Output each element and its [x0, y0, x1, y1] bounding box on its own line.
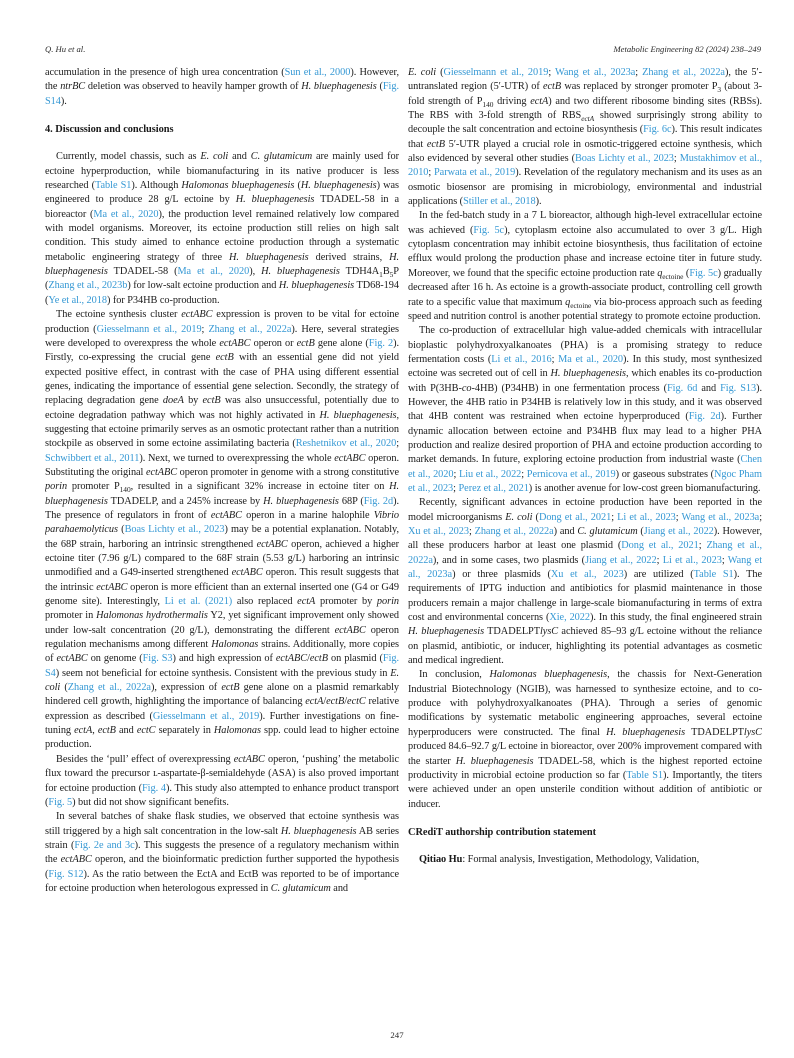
italic-text: Halomonas bluephagenesis	[181, 180, 295, 192]
text-run: ), cytoplasm ectoine also accumulated to over 3 g/L. High cytoplasm concentration may inhibit ectoine biosynthesis, thus facilitation of ectoine efflux would prolong the production phase and increase ectoine titer in future study. Moreover, we found that the specific ectoine production rate	[408, 224, 762, 279]
italic-text: H. bluephagenesis	[45, 481, 399, 507]
citation-link[interactable]: Wang et al., 2023a	[555, 67, 636, 78]
text-run: In conclusion,	[419, 669, 490, 681]
text-run: ectoine	[570, 300, 592, 310]
text-run: ) and two different ribosome binding sites (RBSs). The RBS with 3-fold strength of RBS	[408, 95, 762, 122]
italic-text: ectB	[202, 395, 221, 407]
citation-link[interactable]: Liu et al., 2022	[458, 468, 522, 480]
italic-text: lysC	[743, 726, 762, 738]
text-run: separately in	[155, 725, 214, 737]
text-run: operon regulation mechanisms among different	[45, 624, 399, 651]
text-run: ;	[453, 468, 459, 480]
text-run: ectoine	[662, 271, 684, 281]
text-run: ;	[673, 153, 680, 165]
citation-link[interactable]: Chen et al., 2020	[408, 454, 762, 480]
text-run: showed surprisingly strong ability to decouple the salt concentration and ectoine biosynthesis (	[408, 110, 762, 136]
text-run: In several batches of shake flask studies, we observed that ectoine synthesis was still triggered by a high salt concentration in the low-salt	[45, 811, 399, 837]
text-run: and	[228, 151, 251, 163]
citation-link[interactable]: Schwibbert et al., 2011	[45, 452, 140, 464]
italic-text: ectB	[215, 352, 234, 364]
italic-text: doeA	[162, 395, 184, 407]
text-run: ). Further dynamic allocation between ectoine and P34HB flux may lead to a higher PHA production and realize desired proportion of PHA and ectoine production according to market demands. In future, exploring ectoine production from industrial waste (	[408, 411, 762, 466]
text-run: ), and in some cases, two plasmids (	[432, 554, 586, 566]
italic-text: ectABC	[96, 581, 128, 593]
italic-text: Halomonas	[213, 725, 261, 737]
citation-link[interactable]: Wang et al., 2023a	[408, 554, 762, 581]
text-run: promoter in	[45, 610, 97, 622]
text-run: /	[307, 653, 310, 665]
text-run: ). As the ratio between the EctA and EctB was reported to be of importance for ectoine production when heterologous expressed in	[45, 868, 399, 894]
text-run: ), the production level remained relatively low compared with model organisms. Moreover, its ectoine production still relies on high salt condition. This study aimed to enhance ectoine production through a systematic metabolic engineering strategy of three	[45, 208, 399, 263]
text-run: operon promoter in genome with a strong constitutive	[177, 466, 399, 478]
text-run: spp. could lead to higher ectoine production.	[45, 725, 399, 751]
italic-text: E. coli	[408, 67, 437, 78]
citation-link[interactable]: Li et al., 2023	[617, 511, 676, 523]
left-column	[45, 66, 399, 1018]
text-run: also replaced	[232, 596, 298, 608]
italic-text: ectA	[305, 696, 324, 708]
text-run: ). This study also attempted to enhance product transport (	[45, 782, 399, 808]
text-run: expression is proven to be vital for ectoine production (	[45, 309, 400, 335]
italic-text: ectA	[530, 95, 549, 107]
text-run: Besides the ‘pull’ effect of overexpressing	[56, 753, 234, 765]
citation-link[interactable]: Li et al. (2021)	[164, 596, 233, 608]
citation-link[interactable]: Zhang et al., 2022a	[208, 323, 292, 335]
italic-text: E. coli	[200, 151, 229, 163]
citation-link[interactable]: Fig. S14	[45, 81, 399, 107]
italic-text: Halomonas	[211, 639, 259, 651]
text-run: The co-production of extracellular high value-added chemicals with intracellular bioplastic polyhydroxyalkanoates (PHA) is a promising strategy to reduce fermentation costs (	[408, 325, 762, 365]
italic-text: H. bluephagenesis	[550, 368, 626, 380]
text-run: ). Revelation of the regulatory mechanism and its uses as an osmotic biosensor are promising in microbiology, environmental and industrial applications (	[408, 167, 762, 208]
italic-text: H. bluephagenesis	[261, 266, 340, 278]
text-run: TDADELPT	[685, 726, 744, 738]
page-number: 247	[390, 1030, 404, 1040]
italic-text: ectABC	[334, 452, 366, 464]
text-run: ). However, the	[45, 67, 399, 93]
text-run: was replaced by stronger promoter P	[561, 81, 718, 93]
text-run: ). The requirements of IPTG induction and antibiotics for plasmid maintenance in those producers remain a major challenge in large-scale biomanufacturing in terms of extra cost and environmental concerns (	[408, 569, 762, 624]
text-run: TDADEL-58 (	[107, 266, 178, 278]
text-run: Currently, model chassis, such as	[56, 151, 201, 163]
text-run: ;	[468, 526, 475, 537]
text-run: ), expression of	[150, 682, 222, 694]
italic-text: ectABC	[334, 624, 366, 636]
text-run: ). In this study, the final engineered strain	[589, 612, 762, 624]
text-run: TDADEL-58 in a bioreactor (	[45, 194, 399, 220]
text-run: (	[294, 180, 301, 192]
text-run: ), the 5′-untranslated region (5′-UTR) of	[408, 67, 762, 93]
text-run: and	[115, 725, 137, 737]
text-run: In the fed-batch study in a 7 L bioreactor, although high-level extracellular ectoine was achieved (	[408, 210, 762, 236]
citation-link[interactable]: Ma et al., 2020	[177, 266, 250, 278]
text-run: TD68-194 (	[45, 280, 399, 306]
text-run: ). Here, several strategies were developed to overexpress the whole	[45, 323, 399, 349]
italic-text: H. bluephagenesis	[278, 280, 355, 292]
text-run: ) or gaseous substrates (	[615, 468, 714, 480]
text-run: , which enables its co-production with P(3HB-	[408, 368, 762, 394]
running-header	[45, 44, 761, 54]
text-run: (	[376, 81, 383, 93]
text-run: , suggesting that ectoine primarily serves as an osmotic protectant rather than a nutrition stockpile as observed in some ectoine assimilating bacteria (	[45, 409, 399, 450]
italic-text: Vibrio parahaemolyticus	[45, 509, 399, 536]
italic-text: ectA	[297, 596, 316, 608]
citation-link[interactable]: Jiang et al., 2022	[585, 554, 657, 566]
italic-text: ectABC	[256, 538, 288, 550]
paragraph	[408, 668, 762, 811]
text-run: ;	[453, 482, 459, 494]
text-run: ) or three plasmids (	[452, 569, 551, 581]
citation-link[interactable]: Fig. S13	[720, 382, 757, 394]
citation-link[interactable]: Fig. 2e and 3c	[74, 839, 135, 851]
text-run: ) and	[553, 526, 578, 537]
citation-link[interactable]: Fig. 6c	[643, 124, 672, 136]
text-run: ;	[675, 511, 682, 523]
citation-link[interactable]: Xie, 2022	[549, 612, 590, 624]
italic-text: ectB	[296, 337, 315, 349]
text-run: operon. Substituting the original	[45, 452, 399, 478]
citation-link[interactable]: Ngoc Pham et al., 2023	[408, 468, 762, 494]
citation-link[interactable]: Wang et al., 2023a	[681, 511, 760, 523]
right-column	[408, 66, 762, 1018]
text-run: ). This result indicates that	[408, 124, 762, 150]
citation-link[interactable]: Zhang et al., 2022a	[408, 540, 762, 566]
text-run: ;	[551, 353, 559, 365]
citation-link[interactable]: Perez et al., 2021	[458, 482, 529, 494]
citation-link[interactable]: Table S1	[626, 769, 663, 781]
text-run: driving	[493, 95, 531, 107]
citation-link[interactable]: Zhang et al., 2022a	[474, 526, 554, 537]
citation-link[interactable]: Li et al., 2016	[491, 353, 552, 365]
citation-link[interactable]: Fig. 5	[48, 796, 73, 808]
text-run: ) seem not beneficial for ectoine synthesis. Consistent with the previous study in	[55, 667, 391, 679]
text-run: B	[382, 266, 390, 278]
text-run: ectA	[581, 114, 595, 124]
text-run: ). Next, we turned to overexpressing the whole	[139, 452, 335, 464]
text-run: via bio-process approach such as feeding speed and nutrition control is another potential strategy to promote ectoine production.	[408, 296, 762, 322]
text-run: operon, ‘pushing’ the metabolic flux toward the precursor ʟ-aspartate-β-semialdehyde (ASA) is also proved important for ectoine production (	[45, 753, 400, 794]
text-run: deletion was observed to heavily hamper growth of	[85, 81, 302, 93]
paragraph	[408, 324, 762, 496]
citation-link[interactable]: Ye et al., 2018	[48, 294, 107, 306]
paragraph	[408, 66, 762, 209]
citation-link[interactable]: Dong et al., 2021	[621, 540, 699, 552]
text-run: relative expression as described (	[45, 696, 400, 722]
citation-link[interactable]: Dong et al., 2021	[538, 511, 612, 523]
italic-text: E. coli	[505, 511, 533, 523]
text-run: ;	[611, 511, 618, 523]
text-run: ) and high expression of	[172, 653, 276, 665]
citation-link[interactable]: Zhang et al., 2023b	[48, 280, 128, 292]
text-run: 1	[379, 270, 383, 280]
italic-text: Halomonas hydrothermalis	[96, 610, 208, 622]
text-run: promoter by	[315, 596, 377, 608]
citation-link[interactable]: Mustakhimov et al., 2010	[408, 153, 762, 179]
text-run: operon is more efficient than an external inserted one (G4 or G49 genome site). Interestingly,	[45, 581, 400, 608]
citation-link[interactable]: Fig. S12	[48, 868, 84, 880]
citation-link[interactable]: Fig. 5c	[689, 267, 718, 279]
text-run: ;	[428, 167, 434, 179]
italic-text: H. bluephagenesis	[606, 726, 686, 738]
text-run: ). The presence of regulators in front of	[45, 495, 399, 521]
text-run: TDADELP, and a 245% increase by	[107, 495, 264, 507]
citation-link[interactable]: Jiang et al., 2022	[643, 526, 714, 537]
text-run: TDH4A	[339, 266, 380, 278]
italic-text: ectB	[221, 682, 240, 694]
text-run: ) may be a potential explanation. Notably, the 68P strain, harboring an intrinsic strengthened	[45, 524, 399, 550]
citation-link[interactable]: Li et al., 2023	[662, 554, 722, 566]
text-run: ;	[635, 67, 643, 78]
paragraph	[408, 853, 762, 867]
citation-link[interactable]: Fig. 2	[368, 337, 394, 349]
italic-text: ectABC	[56, 653, 88, 665]
text-run: /	[344, 696, 348, 708]
text-run: TDADELPT	[484, 626, 540, 638]
citation-link[interactable]: Table S1	[95, 180, 132, 192]
section-heading: CRediT authorship contribution statement	[408, 826, 597, 838]
running-journal-title: Metabolic Engineering 82 (2024) 238–249	[613, 44, 761, 54]
text-run: by	[183, 395, 203, 407]
text-run: ). Importantly, the titers were achieved under an open unsterile condition without addition of antibiotic or inducer.	[408, 769, 762, 810]
text-run: and	[330, 882, 349, 894]
italic-text: ectB	[543, 81, 562, 93]
text-run: ). Although	[131, 180, 182, 192]
bold-text: Qitiao Hu	[419, 854, 463, 866]
italic-text: ectA	[74, 725, 93, 737]
text-run: with an essential gene did not yield expected positive effect, in contrast with the case of PHA using different essential genes, indicating the importance of essential gene selection. Secondly, the strategy of replacing degradation gene	[45, 352, 399, 407]
citation-link[interactable]: Giesselmann et al., 2019	[96, 323, 202, 335]
text-run: 140	[482, 99, 494, 109]
citation-link[interactable]: Xu et al., 2023	[408, 526, 469, 537]
text-run: ;	[759, 511, 762, 523]
italic-text: ntrBC	[60, 81, 86, 93]
text-run: gene alone on a plasmid remarkably hindered cell growth, highlighting the importance of balancing	[45, 682, 400, 708]
text-run: Y2, yet significant improvement only showed under low-salt concentration (20 g/L), demonstrating the different	[45, 610, 399, 636]
text-run: operon. This result suggests that the intrinsic	[45, 567, 399, 593]
paragraph	[45, 150, 399, 308]
page-body	[45, 66, 762, 1018]
text-run: TDADEL-58, which is the highest reported ectoine productivity in microbial ectoine production so far (	[408, 755, 762, 781]
text-run: , the chassis for Next-Generation Industrial Biotechnology (NGIB), was harnessed to synthesize ectoine, and to co-produce with polyhydroxyalkanoates (PHA). Through a series of genomic modifications by systematic metabolic engineering approaches, several ectoine hyperproducers were constructed. The final	[408, 669, 762, 738]
text-run: (	[683, 267, 690, 279]
italic-text: ectABC	[275, 653, 308, 665]
text-run: ).	[535, 196, 542, 208]
text-run: ). In this study, most synthesized ectoine was secreted out of cell in	[408, 353, 762, 380]
citation-link[interactable]: Fig. 2d	[688, 411, 721, 423]
citation-link[interactable]: Table S1	[693, 569, 734, 581]
citation-link[interactable]: Boas Lichty et al., 2023	[574, 153, 674, 165]
text-run: are mainly used for ectoine hyperproduction, while biomanufacturing in its native producer is less researched (	[45, 151, 399, 192]
page-footer	[0, 1030, 794, 1040]
text-run: 68P (	[338, 495, 364, 507]
italic-text: H. bluephagenesis	[45, 251, 400, 278]
text-run: ). However, the 4HB ratio in P34HB is relatively low in this study, and it was observed that 4HB content was restrained when ectoine hyperproduced (	[408, 382, 762, 423]
text-run: promoter P	[67, 481, 120, 493]
italic-text: H. bluephagenesis	[301, 81, 377, 93]
text-run: (	[436, 67, 444, 78]
text-run: 3	[717, 85, 722, 95]
paragraph	[45, 753, 399, 810]
text-run: ).	[60, 95, 67, 107]
text-run: 140	[119, 485, 131, 495]
italic-text: q	[565, 296, 571, 308]
text-run: ) but did not show significant benefits.	[72, 796, 229, 808]
italic-text: ectB	[309, 653, 328, 665]
citation-link[interactable]: Fig. 5c	[473, 224, 505, 236]
text-run: AB series strain (	[45, 825, 399, 851]
text-run: and	[697, 382, 721, 394]
text-run: (	[117, 524, 125, 536]
text-run: ;	[201, 323, 209, 335]
text-run: ). Further investigations on fine-tuning	[45, 710, 399, 737]
text-run: accumulation in the presence of high urea concentration (	[45, 67, 285, 78]
citation-link[interactable]: Pernicova et al., 2019	[526, 468, 616, 480]
paragraph	[45, 308, 399, 753]
text-run: ) gradually decreased after 16 h. As ectoine is a growth-associate product, controlling cell growth rate to a specific value that maximum	[408, 267, 762, 308]
text-run: ;	[521, 468, 527, 480]
text-run: 5′-UTR played a crucial role in osmotic-triggered ectoine synthesis, which also evidenced by several other studies (	[408, 138, 762, 165]
italic-text: H. bluephagenesis	[319, 409, 397, 421]
text-run: Recently, significant advances in ectoine production have been reported in the model microorganisms	[408, 497, 762, 523]
citation-link[interactable]: Fig. 6d	[667, 382, 698, 394]
text-run: (about 3-fold strength of P	[408, 81, 762, 107]
text-run: , resulted in a significant 32% increase in ectoine titer on	[130, 481, 390, 493]
citation-link[interactable]: Zhang et al., 2022a	[67, 682, 151, 694]
citation-link[interactable]: Sun et al., 2000	[284, 67, 351, 78]
italic-text: ectB	[97, 725, 116, 737]
italic-text: porin	[45, 481, 68, 493]
text-run: operon or	[250, 337, 297, 349]
italic-text: H. bluephagenesis	[228, 251, 309, 263]
text-run: on genome (	[87, 653, 143, 665]
italic-text: co	[461, 382, 472, 394]
italic-text: C. glutamicum	[250, 151, 313, 163]
italic-text: ectABC	[231, 567, 263, 579]
text-run: : Formal analysis, Investigation, Methodology, Validation,	[462, 854, 700, 866]
text-run: ) for P34HB co-production.	[106, 294, 220, 306]
citation-link[interactable]: Ma et al., 2020	[93, 208, 159, 220]
section-heading: 4. Discussion and conclusions	[45, 124, 174, 136]
text-run: The ectoine synthesis cluster	[56, 309, 182, 321]
text-run: ). This suggests the presence of a regulatory mechanism within the	[45, 839, 399, 866]
text-run: /	[323, 696, 327, 708]
text-run: (	[637, 526, 644, 537]
text-run: ) is another avenue for low-cost green biomanufacturing.	[528, 482, 761, 494]
italic-text: C. glutamicum	[577, 526, 638, 537]
text-run: P (	[45, 266, 399, 292]
italic-text: lysC	[539, 626, 559, 638]
italic-text: ectABC	[60, 854, 92, 866]
citation-link[interactable]: Fig. 4	[142, 782, 166, 794]
italic-text: H. bluephagenesis	[235, 194, 315, 206]
text-run: ) are utilized (	[623, 569, 694, 581]
italic-text: E. coli	[45, 667, 399, 694]
citation-link[interactable]: Fig. S3	[142, 653, 173, 665]
text-run: (	[60, 682, 68, 694]
text-run: ;	[698, 540, 707, 552]
italic-text: ectABC	[219, 337, 251, 349]
text-run: produced 84.6–92.7 g/L ectoine in bioreactor, over 200% improvement compared with the starter	[408, 741, 762, 767]
citation-link[interactable]: Fig. S4	[45, 653, 400, 679]
italic-text: H. bluephagenesis	[300, 180, 377, 192]
text-run: ),	[249, 266, 262, 278]
italic-text: ectABC	[233, 753, 265, 765]
text-run: strains. Additionally, more copies of	[45, 639, 399, 665]
text-run: derived strains,	[308, 251, 390, 263]
paragraph	[45, 66, 399, 109]
italic-text: H. bluephagenesis	[455, 755, 534, 767]
text-run: (	[532, 511, 539, 523]
text-run: ). Firstly, co-expressing the crucial gene	[45, 337, 400, 364]
italic-text: ectABC	[145, 466, 178, 478]
citation-link[interactable]: Zhang et al., 2022a	[642, 67, 725, 78]
text-run: operon in a marine halophile	[241, 509, 374, 521]
citation-link[interactable]: Stiller et al., 2018	[463, 196, 536, 208]
text-run: 5	[389, 270, 394, 280]
text-run: ). However, all these producers harbor at least one plasmid (	[408, 526, 762, 552]
text-run: ) was engineered to produce 28 g/L ectoine by	[45, 180, 399, 206]
italic-text: H. bluephagenesis	[263, 495, 339, 507]
italic-text: H. bluephagenesis	[280, 825, 357, 837]
citation-link[interactable]: Parwata et al., 2019	[434, 167, 516, 179]
citation-link[interactable]: Giesselmann et al., 2019	[443, 67, 549, 78]
italic-text: ectB	[426, 138, 445, 150]
text-run: on plasmid (	[327, 653, 383, 665]
text-run: achieved 85–93 g/L ectoine without the reliance on plasmid, antibiotic, or inducer, highlighting its potential advantages as cosmetic and medical ingredient.	[408, 626, 762, 667]
paragraph	[45, 810, 399, 896]
citation-link[interactable]: Xu et al., 2023	[550, 569, 624, 581]
italic-text: q	[657, 267, 663, 279]
text-run: ) for low-salt ectoine production and	[127, 280, 279, 292]
italic-text: C. glutamicum	[270, 882, 331, 894]
citation-link[interactable]: Boas Lichty et al., 2023	[124, 524, 225, 536]
text-run: operon, and the bioinformatic prediction further supported the hypothesis (	[45, 854, 399, 880]
text-run: gene alone (	[314, 337, 369, 349]
italic-text: ectB	[326, 696, 345, 708]
italic-text: ectC	[347, 696, 366, 708]
text-run: ;	[396, 438, 400, 450]
running-author: Q. Hu et al.	[45, 44, 86, 54]
text-run: -4HB) (P34HB) in one fermentation process (	[471, 382, 667, 394]
italic-text: ectABC	[181, 309, 213, 321]
paragraph	[408, 209, 762, 324]
citation-link[interactable]: Ma et al., 2020	[558, 353, 624, 365]
text-run: ;	[656, 554, 663, 566]
citation-link[interactable]: Giesselmann et al., 2019	[152, 710, 260, 722]
text-run: ,	[92, 725, 98, 737]
text-run: operon, achieved a higher ectoine titer (7.96 g/L) compared to the 68F strain (5.53 g/L) harboring an intrinsic unmodified and a G49-inserted strengthened	[45, 538, 399, 579]
italic-text: porin	[376, 596, 399, 608]
italic-text: H. bluephagenesis	[408, 626, 485, 638]
italic-text: Halomonas bluephagenesis	[489, 669, 608, 681]
text-run: ;	[548, 67, 555, 78]
citation-link[interactable]: Reshetnikov et al., 2020	[295, 438, 397, 450]
citation-link[interactable]: Fig. 2d	[363, 495, 394, 507]
text-run: was also unsuccessful, potentially due to ectoine degradation pathway which was not highly activated in	[45, 395, 399, 421]
paragraph	[408, 496, 762, 668]
italic-text: ectABC	[210, 509, 242, 521]
text-run: ;	[721, 554, 728, 566]
italic-text: ectC	[136, 725, 156, 737]
